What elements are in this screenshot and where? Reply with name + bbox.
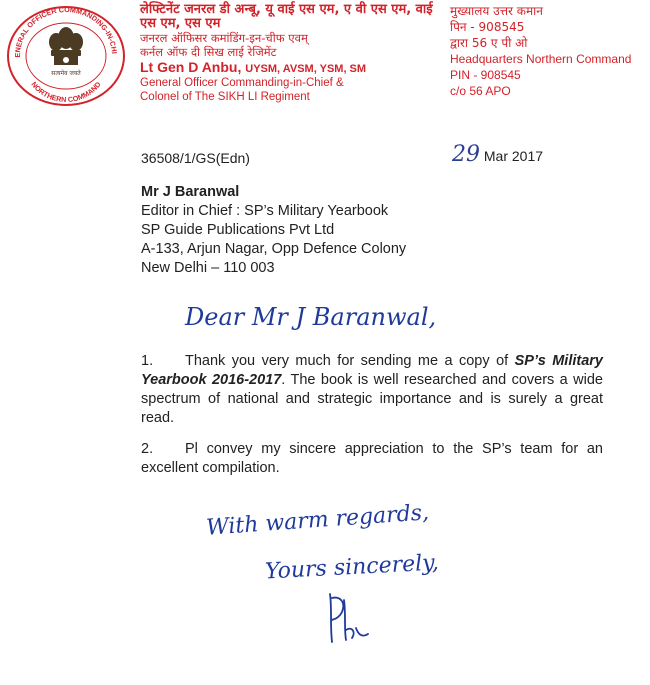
paragraph-1 [141,352,603,428]
seal-text-top: ENERAL OFFICER COMMANDING-IN-CHI [12,4,119,58]
hindi-name-line: लेफ्टिनेंट जनरल डी अन्बू, यू वाई एस एम, ए वी एस एम, वाई एस एम, एस एम [140,2,433,31]
recipient-line3: A-133, Arjun Nagar, Opp Defence Colony [141,241,407,257]
hq-address-block [450,3,645,99]
reference-number: 36508/1/GS(Edn) [141,150,250,166]
sender-block [140,3,440,104]
hq-line3: c/o 56 APO [450,84,511,98]
hindi-title-line2: कर्नल ऑफ दी सिख लाई रेजिमेंट [140,45,277,59]
letter-date [452,142,543,167]
para2-text: Pl convey my sincere appreciation to the SP’s team for an excellent compilation. [141,441,603,476]
hq-line2: PIN - 908545 [450,68,521,82]
hq-hindi-line2: पिन - 908545 [450,20,525,34]
sender-decorations: UYSM, AVSM, YSM, SM [245,63,367,75]
recipient-line4: New Delhi – 110 003 [141,260,275,276]
recipient-name: Mr J Baranwal [141,184,240,200]
recipient-line1: Editor in Chief : SP’s Military Yearbook [141,203,389,219]
sender-title-line2: Colonel of The SIKH LI Regiment [140,91,310,103]
handwritten-signature [322,590,382,650]
closing-yours-sincerely: Yours sincerely, [264,550,440,585]
recipient-address [141,183,406,278]
para2-number: 2. [141,441,154,457]
date-month-year: Mar 2017 [480,148,544,164]
lion-capital-icon [49,27,83,65]
recipient-line2: SP Guide Publications Pvt Ltd [141,222,335,238]
paragraph-2 [141,440,603,478]
para1-text-before: Thank you very much for sending me a copy of [185,353,515,369]
book-title: SP’s Military Yearbook 2016-2017 [141,353,603,388]
hq-hindi-line1: मुख्यालय उत्तर कमान [450,4,543,18]
closing-regards: With warm regards, [205,500,430,541]
hq-line1: Headquarters Northern Command [450,52,632,66]
signature-icon [322,590,382,650]
seal-motto: सत्यमेव जयते [51,70,81,77]
hq-hindi-line3: द्वारा 56 ए पी ओ [450,36,528,50]
para1-text-after: . The book is well researched and covers a wide spectrum of national and strategic importance and is surely a great read. [141,372,603,426]
command-seal [4,4,128,108]
emblem-icon [4,4,128,108]
sender-title-line1: General Officer Commanding-in-Chief & [140,77,344,89]
sender-name [140,60,440,76]
sender-name-text: Lt Gen D Anbu, [140,59,242,75]
salutation: Dear Mr J Baranwal, [185,303,437,331]
date-day: 29 [452,142,480,167]
para1-number: 1. [141,353,154,369]
hindi-title-line1: जनरल ऑफिसर कमांडिंग-इन-चीफ एवम् [140,31,308,45]
seal-text-bottom: NORTHERN COMMAND [29,79,103,105]
